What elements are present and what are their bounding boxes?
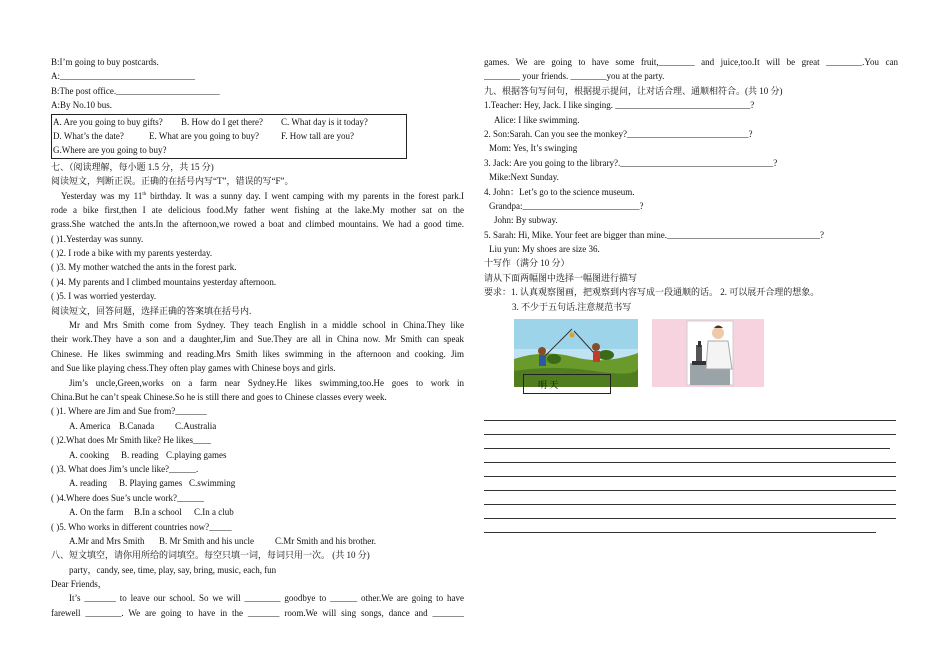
writing-lines	[484, 420, 898, 540]
mc-question-1: ( )1. Where are Jim and Sue from?_______	[51, 406, 207, 417]
section-10-instructions: 请从下面两幅图中选择一幅图进行描写	[484, 272, 638, 283]
section-7-instructions: 阅读短文，判断正误。正确的在括号内写“T”，错误的写“F”。	[51, 176, 294, 187]
mc-options-2: A. cooking B. reading C.playing games	[69, 449, 227, 460]
passage-1-line-1: Yesterday was my 11th birthday. It was a sunny day. I went camping with my parents in the forest park.I	[61, 190, 464, 201]
section-10-requirements: 要求：1. 认真观察图画，把观察到内容写成一段通顺的话。 2. 可以展开合理的想象。	[484, 287, 820, 298]
dialog-line-4: A:By No.10 bus.	[51, 100, 113, 111]
letter-line-4: ________ your friends. ________you at the party.	[484, 71, 665, 82]
writing-line[interactable]	[484, 462, 896, 463]
writing-line[interactable]	[484, 434, 896, 435]
dialog-2-answer: Mom: Yes, It’s swinging	[489, 143, 578, 154]
mc-options-3: A. reading B. Playing games C.swimming	[69, 478, 236, 489]
passage-1-line-2: rode a bike first,then I ate delicious food.My father went fishing at the lake.My mother sat on the	[51, 204, 464, 215]
section-10-requirement-3: 3. 不少于五句话.注意规范书写	[512, 301, 632, 312]
dialog-5-answer: Liu yun: My shoes are size 36.	[489, 244, 600, 255]
letter-line-2: farewell ________. We are going to have in the _______ room.We will sing songs, dance and _______	[51, 607, 464, 618]
mc-question-4: ( )4.Where does Sue’s uncle work?______	[51, 492, 204, 503]
writing-line[interactable]	[484, 490, 896, 491]
passage-2-line-2: their work.They have a son and a daughter,Jim and Sue.They are all in China now. Mr Smith can speak	[51, 334, 464, 345]
tf-question-5: ( )5. I was worried yesterday.	[51, 291, 157, 302]
passage-1-line-3: grass.She watched the ants.In the afternoon,we rowed a boat and climbed mountains. We had a good time.	[51, 219, 464, 230]
mc-options-1: A. America B.Canada C.Australia	[69, 420, 217, 431]
option-c: C. What day is it today?	[281, 116, 368, 127]
writing-line[interactable]	[484, 476, 896, 477]
section-9-title: 九、根据答句写问句，根据提示提问，让对话合理、通顺相符合。(共 10 分)	[484, 85, 783, 96]
options-row-2	[52, 129, 406, 143]
options-row-3	[52, 143, 406, 157]
option-d: D. What’s the date?	[53, 130, 124, 141]
passage-2-line-3: Chinese. He likes swimming and reading.Mrs Smith likes swimming in the afternoon and cooking. Jim	[51, 348, 464, 359]
section-7-title: 七、（阅读理解，每小题 1.5 分，共 15 分)	[51, 161, 214, 172]
tf-question-4: ( )4. My parents and I climbed mountains yesterday afternoon.	[51, 276, 277, 287]
options-box	[51, 114, 407, 159]
dialog-line-3: B:The post office._______________________	[51, 85, 220, 96]
dialog-1-question: 1.Teacher: Hey, Jack. I like singing. ______________________________?	[484, 100, 755, 111]
passage-2-line-1: Mr and Mrs Smith come from Sydney. They teach English in a middle school in China.They like	[69, 320, 464, 331]
dialog-3-question: 3. Jack: Are you going to the library?.__________________________________?	[484, 157, 778, 168]
tf-question-3: ( )3. My mother watched the ants in the forest park.	[51, 262, 237, 273]
dialog-line-2: A:______________________________	[51, 71, 195, 82]
tf-question-1: ( )1.Yesterday was sunny.	[51, 233, 144, 244]
dialog-3-answer: Mike:Next Sunday.	[489, 172, 559, 183]
option-a: A. Are you going to buy gifts?	[53, 116, 163, 127]
dialog-1-answer: Alice: I like swimming.	[494, 114, 580, 125]
section-7b-instructions: 阅读短文，回答问题，选择正确的答案填在括号内.	[51, 305, 252, 316]
options-row-1	[52, 115, 406, 129]
option-b: B. How do I get there?	[181, 116, 263, 127]
dialog-2-question: 2. Son:Sarah. Can you see the monkey?___________________________?	[484, 128, 753, 139]
dialog-4-question: 4. John：Let’s go to the science museum.	[484, 186, 635, 197]
letter-line-1: It’s _______ to leave our school. So we will ________ goodbye to ______ other.We are going to have	[69, 593, 464, 604]
option-g: G.Where are you going to buy?	[53, 145, 167, 156]
dialog-5-question: 5. Sarah: Hi, Mike. Your feet are bigger than mine.__________________________________?	[484, 229, 824, 240]
passage-3-line-2: China.But he can’t speak Chinese.So he is still there and goes to Chinese classes every week.	[51, 391, 387, 402]
dialog-line-1: B:I’m going to buy postcards.	[51, 57, 159, 67]
right-column	[484, 55, 898, 389]
scientist-illustration	[652, 319, 764, 387]
section-8-word-bank: party，candy, see, time, play, say, bring, music, each, fun	[69, 564, 277, 575]
writing-line[interactable]	[484, 448, 890, 449]
writing-line[interactable]	[484, 518, 896, 519]
microscope-picture	[652, 319, 764, 387]
writing-line[interactable]	[484, 532, 876, 533]
mc-question-3: ( )3. What does Jim’s uncle like?______.	[51, 463, 199, 474]
left-column	[51, 55, 464, 620]
picture-caption-box: 明 天	[523, 374, 611, 394]
writing-line[interactable]	[484, 504, 896, 505]
option-e: E. What are you going to buy?	[149, 130, 260, 141]
dialog-4-question-2: Grandpa:__________________________?	[489, 200, 644, 211]
dialog-4-answer: John: By subway.	[494, 215, 558, 226]
section-10-title: 十写作（满分 10 分）	[484, 258, 570, 269]
passage-3-line-1: Jim’s uncle,Green,works on a farm near Sydney.He likes swimming,too.He goes to work in	[69, 377, 464, 388]
letter-greeting: Dear Friends，	[51, 579, 107, 590]
writing-line[interactable]	[484, 420, 896, 421]
section-8-title: 八、短文填空，请你用所给的词填空。每空只填一词，每词只用一次。 (共 10 分)	[51, 550, 370, 561]
tf-question-2: ( )2. I rode a bike with my parents yesterday.	[51, 248, 213, 259]
option-f: F. How tall are you?	[281, 130, 355, 141]
letter-line-3: games. We are going to have some fruit,________ and juice,too.It will be great ________.You can	[484, 57, 898, 67]
mc-options-5: A.Mr and Mrs Smith B. Mr Smith and his uncle C.Mr Smith and his brother.	[69, 535, 376, 546]
passage-2-line-4: and Sue like playing chess.They often play games with Chinese boys and girls.	[51, 363, 336, 374]
mc-options-4: A. On the farm B.In a school C.In a club	[69, 507, 234, 518]
mc-question-5: ( )5. Who works in different countries now?_____	[51, 521, 232, 532]
mc-question-2: ( )2.What does Mr Smith like? He likes____	[51, 435, 211, 446]
